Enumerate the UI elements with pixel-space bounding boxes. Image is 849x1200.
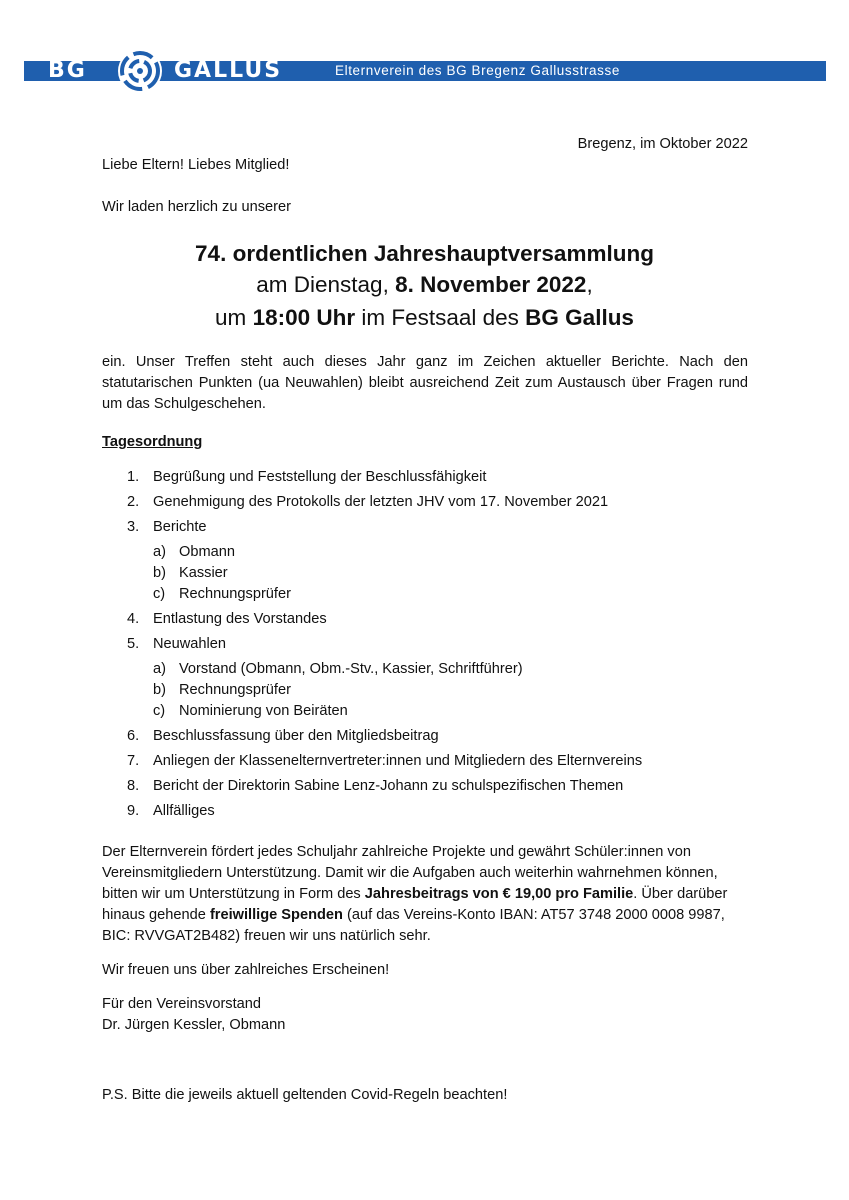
agenda-subnumber: c) [153,703,166,719]
postscript: P.S. Bitte die jeweils aktuell geltenden Covid-Regeln beachten! [102,1087,508,1103]
agenda-number: 1. [127,469,140,485]
invitation-line: Wir laden herzlich zu unserer [102,199,291,215]
agenda-subtext: Nominierung von Beiräten [179,703,348,719]
agenda-subnumber: b) [153,682,166,698]
headline-date-suffix: , [586,272,593,297]
funding-text-2: . Über darüber hinaus gehende [102,886,728,923]
agenda-text: Allfälliges [153,803,215,819]
membership-fee: Jahresbeitrags von € 19,00 pro Familie [364,886,634,902]
agenda-text: Anliegen der Klassenelternvertreter:innen und Mitgliedern des Elternvereins [153,753,643,769]
headline-date [0,270,849,300]
agenda-number: 7. [127,753,140,769]
headline-place-value: BG Gallus [525,305,634,330]
agenda-subtext: Rechnungsprüfer [179,682,291,698]
agenda-text: Beschlussfassung über den Mitgliedsbeitrag [153,728,439,744]
agenda-subtext: Kassier [179,565,228,581]
agenda-subnumber: c) [153,586,166,602]
logo-text-bg: BG [48,58,87,83]
greeting: Liebe Eltern! Liebes Mitglied! [102,157,290,173]
agenda-text: Bericht der Direktorin Sabine Lenz-Johann zu schulspezifischen Themen [153,778,624,794]
signature-line-1: Für den Vereinsvorstand [102,996,261,1012]
headline-time-value: 18:00 Uhr [252,305,356,330]
agenda-number: 3. [127,519,140,535]
headline-date-prefix: am Dienstag, [256,272,396,297]
agenda-text: Begrüßung und Feststellung der Beschlussfähigkeit [153,469,487,485]
agenda-number: 2. [127,494,140,510]
funding-paragraph [102,842,748,947]
agenda-number: 6. [127,728,140,744]
agenda-subtext: Obmann [179,544,235,560]
signature-block [102,994,748,1036]
agenda-number: 5. [127,636,140,652]
agenda-text: Neuwahlen [153,636,227,652]
closing-line: Wir freuen uns über zahlreiches Erscheinen! [102,962,390,978]
agenda-number: 4. [127,611,140,627]
funding-text-1: Der Elternverein fördert jedes Schuljahr zahlreiche Projekte und gewährt Schüler:innen von Vereinsmitgliedern Unterstützung. Damit wir die Aufgaben auch weiterhin wahrnehmen können, bitten wir um Unterstützung in Form des [102,844,718,902]
header-title: Elternverein des BG Bregenz Gallusstrasse [335,63,620,78]
agenda-title: Tagesordnung [102,434,203,450]
agenda-subtext: Vorstand (Obmann, Obm.-Stv., Kassier, Schriftführer) [179,661,523,677]
signature-line-2: Dr. Jürgen Kessler, Obmann [102,1017,286,1033]
headline-date-value: 8. November 2022 [395,272,587,297]
agenda-number: 8. [127,778,140,794]
agenda-number: 9. [127,803,140,819]
agenda-subtext: Rechnungsprüfer [179,586,291,602]
agenda-text: Berichte [153,519,207,535]
headline-place-prefix: im Festsaal des [355,305,526,330]
letter-date: Bregenz, im Oktober 2022 [577,136,748,152]
agenda-subnumber: a) [153,544,166,560]
header-bar [24,58,826,83]
funding-text-3: (auf das Vereins-Konto IBAN: AT57 3748 2000 0008 9987, BIC: RVVGAT2B482) freuen wir uns natürlich sehr. [102,907,725,944]
logo-text-gallus: GALLUS [174,58,283,83]
intro-paragraph: ein. Unser Treffen steht auch dieses Jahr ganz im Zeichen aktueller Berichte. Nach den statutarischen Punkten (ua Neuwahlen) bleibt ausreichend Zeit zum Austausch über Fragen rund um das Schulgeschehen. [102,354,748,412]
headline-time-place [0,303,849,333]
agenda-text: Genehmigung des Protokolls der letzten JHV vom 17. November 2021 [153,494,609,510]
agenda-subnumber: a) [153,661,166,677]
headline-meeting: 74. ordentlichen Jahreshauptversammlung [195,241,654,266]
agenda-subnumber: b) [153,565,166,581]
headline-time-prefix: um [215,305,253,330]
agenda-text: Entlastung des Vorstandes [153,611,327,627]
voluntary-donations: freiwillige Spenden [209,907,343,923]
logo-swirl-icon [118,49,162,93]
